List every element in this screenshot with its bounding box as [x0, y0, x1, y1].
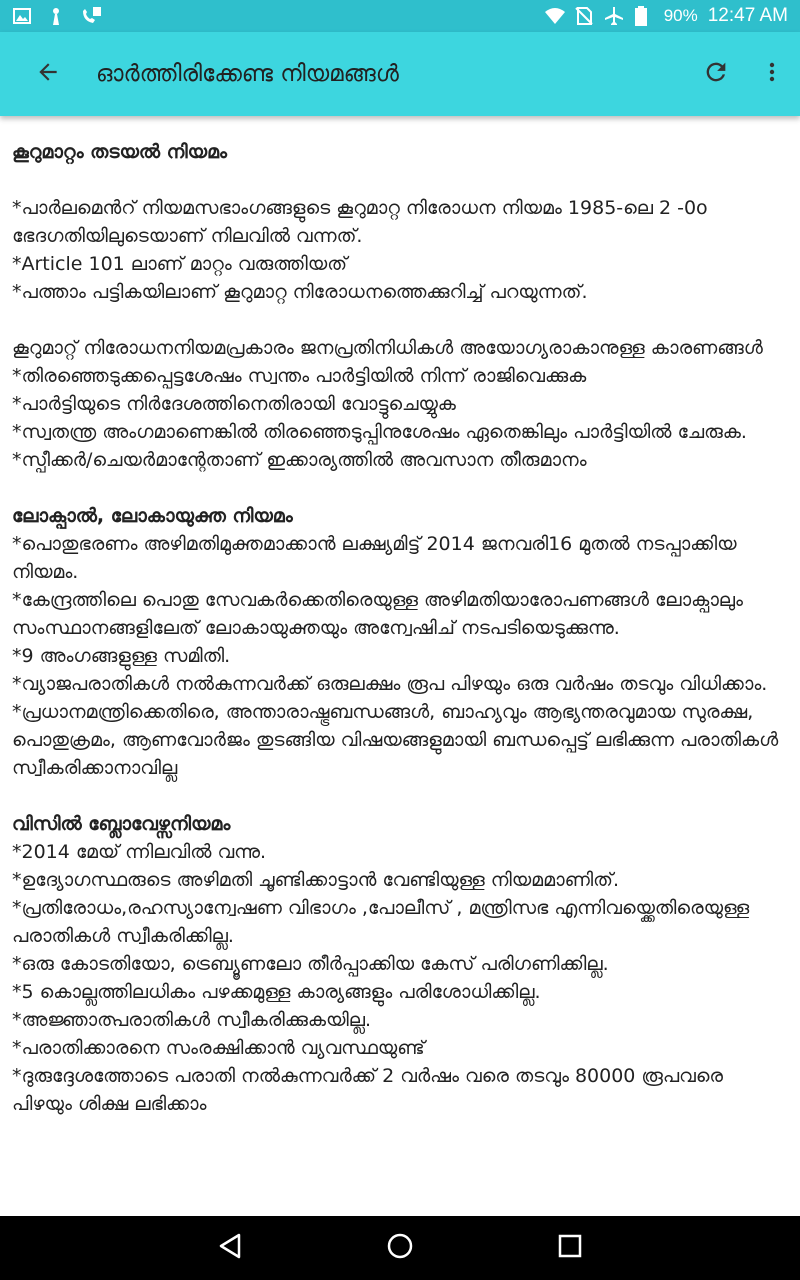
paragraph: *പ്രതിരോധം,രഹസ്യാന്വേഷണ വിഭാഗം ,പോലീസ് , മന്ത്രിസഭ എന്നിവയ്ക്കെതിരെയുള്ള പരാതികൾ സ്വീകരിക്കില്ല. [12, 897, 750, 947]
clock: 12:47 AM [707, 5, 788, 26]
more-vert-icon [760, 58, 784, 90]
paragraph: *ഉദ്യോഗസ്ഥരുടെ അഴിമതി ചൂണ്ടിക്കാട്ടാൻ വേണ്ടിയുള്ള നിയമമാണിത്. [12, 869, 620, 891]
paragraph: *പാർലമെൻറ് നിയമസഭാംഗങ്ങളുടെ കൂറുമാറ്റ നിരോധന നിയമം 1985-ലെ 2 -0o ഭേദഗതിയിലുടെയാണ് നിലവിൽ വന്നത്. [12, 197, 708, 247]
section-whistle-blowers [12, 810, 788, 1118]
paragraph: *9 അംഗങ്ങളുള്ള സമിതി. [12, 645, 231, 667]
spacer [12, 166, 788, 194]
wifi-icon [544, 6, 564, 26]
nav-back-button[interactable] [200, 1218, 260, 1278]
nav-home-button[interactable] [370, 1218, 430, 1278]
paragraph: *കേന്ദ്രത്തിലെ പൊതു സേവകർക്കെതിരെയുള്ള അഴിമതിയാരോപണങ്ങൾ ലോക്പാലും [12, 589, 744, 611]
refresh-icon [702, 58, 730, 90]
system-nav-bar [0, 1216, 800, 1280]
nav-back-icon [217, 1232, 243, 1264]
more-options-button[interactable] [744, 32, 800, 116]
airplane-icon [604, 6, 624, 26]
spacer [12, 782, 788, 810]
section-heading: ലോക്പാൽ, ലോകായുക്ത നിയമം [12, 505, 293, 527]
paragraph: *പ്രധാനമന്ത്രിക്കെതിരെ, അന്താരാഷ്ട്രബന്ധങ്ങൾ, ബാഹ്യവും ആഭ്യന്തരവുമായ സുരക്ഷ, പൊതുക്രമം, ആണവോർജം തുടങ്ങിയ വിഷയങ്ങളുമായി ബന്ധപ്പെട്ട് ലഭിക്കുന്ന പരാതികൾ സ്വീകരിക്കാനാവില്ല [12, 701, 779, 779]
image-icon [12, 6, 32, 26]
paragraph: *ഒരു കോടതിയോ, ട്രെബ്യൂണലോ തീർപ്പാക്കിയ കേസ് പരിഗണിക്കില്ല. [12, 953, 609, 975]
page-title: ഓർത്തിരിക്കേണ്ട നിയമങ്ങൾ [96, 61, 399, 87]
paragraph: *പത്താം പട്ടികയിലാണ് കൂറുമാറ്റ നിരോധനത്തെക്കുറിച്ച് പറയുന്നത്. [12, 281, 588, 303]
paragraph: *Article 101 ലാണ് മാറ്റം വരുത്തിയത് [12, 253, 348, 275]
section-heading: കൂറുമാറ്റം തടയൽ നിയമം [12, 141, 227, 163]
back-button[interactable] [0, 32, 96, 116]
article-content [0, 116, 800, 1216]
battery-icon [634, 6, 654, 26]
paragraph: കൂറുമാറ്റ് നിരോധനനിയമപ്രകാരം ജനപ്രതിനിധികൾ അയോഗ്യരാകാനുള്ള കാരണങ്ങൾ [12, 337, 763, 359]
status-right [544, 5, 788, 27]
paragraph: *പാർട്ടിയുടെ നിർദേശത്തിനെതിരായി വോട്ടുചെയ്യുക [12, 393, 456, 415]
nav-recents-icon [557, 1233, 583, 1263]
paragraph: *സ്വതന്ത്ര അംഗമാണെങ്കിൽ തിരഞ്ഞെടുപ്പിനുശേഷം ഏതെങ്കിലും പാർട്ടിയിൽ ചേരുക. [12, 421, 747, 443]
paragraph: *വ്യാജപരാതികൾ നൽകുന്നവർക്ക് ഒരുലക്ഷം രൂപ പിഴയും ഒരു വർഷം തടവും വിധിക്കാം. [12, 673, 768, 695]
status-left [12, 6, 100, 26]
tower-icon [46, 6, 66, 26]
refresh-button[interactable] [688, 32, 744, 116]
paragraph: *സ്പീക്കർ/ചെയർമാന്റേതാണ് ഇക്കാര്യത്തിൽ അവസാന തീരുമാനം [12, 449, 587, 471]
paragraph: *തിരഞ്ഞെടുക്കപ്പെട്ടശേഷം സ്വന്തം പാർട്ടിയിൽ നിന്ന് രാജിവെക്കുക [12, 365, 587, 387]
nav-recents-button[interactable] [540, 1218, 600, 1278]
paragraph: *പരാതിക്കാരനെ സംരക്ഷിക്കാൻ വ്യവസ്ഥയുണ്ട് [12, 1037, 425, 1059]
no-sim-icon [574, 6, 594, 26]
paragraph: *ദുരുദ്ദേശത്തോടെ പരാതി നൽകുന്നവർക്ക് 2 വർഷം വരെ തടവും 80000 രൂപവരെ പിഴയും ശിക്ഷ ലഭിക്കാം [12, 1065, 723, 1115]
spacer [12, 474, 788, 502]
section-anti-defection [12, 138, 788, 474]
call-icon [80, 6, 100, 26]
paragraph: സംസ്ഥാനങ്ങളിലേത് ലോകായുക്തയും അന്വേഷിച് നടപടിയെടുക്കുന്നു. [12, 617, 620, 639]
nav-home-icon [386, 1232, 414, 1264]
paragraph: *പൊതുഭരണം അഴിമതിമുക്തമാക്കാൻ ലക്ഷ്യമിട്ട് 2014 ജനവരി16 മുതൽ നടപ്പാക്കിയ നിയമം. [12, 533, 737, 583]
spacer [12, 306, 788, 334]
paragraph: *5 കൊല്ലത്തിലധികം പഴക്കമുള്ള കാര്യങ്ങളും പരിശോധിക്കില്ല. [12, 981, 541, 1003]
arrow-back-icon [35, 59, 61, 89]
section-lokpal [12, 502, 788, 782]
battery-percent: 90% [663, 6, 698, 25]
paragraph: *അജ്ഞാത്പരാതികൾ സ്വീകരിക്കുകയില്ല. [12, 1009, 372, 1031]
status-bar [0, 0, 800, 32]
app-bar [0, 32, 800, 116]
section-heading: വിസിൽ ബ്ലോവേഴ്സനിയമം [12, 813, 231, 835]
paragraph: *2014 മേയ് ന്നിലവിൽ വന്നു. [12, 841, 267, 863]
